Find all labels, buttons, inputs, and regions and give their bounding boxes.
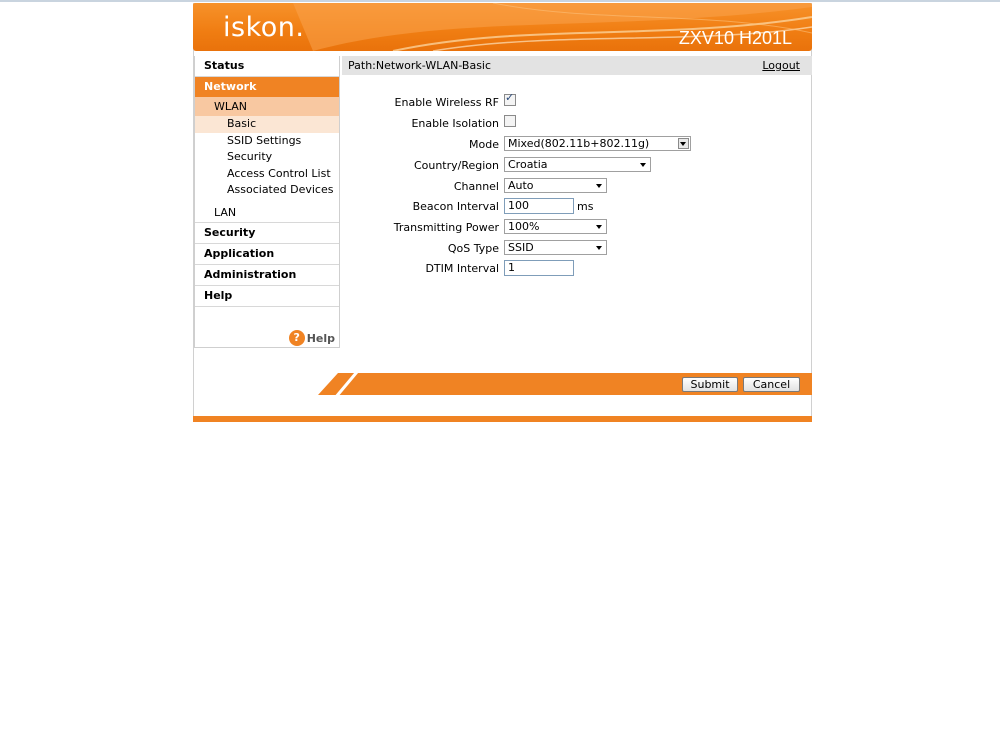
row-beacon-interval <box>342 198 812 216</box>
beacon-interval-label: Beacon Interval <box>412 200 499 213</box>
device-model: ZXV10 H201L <box>678 28 792 48</box>
transmitting-power-value: 100% <box>508 220 540 233</box>
sidebar-item-associated-devices[interactable]: Associated Devices <box>227 183 334 196</box>
mode-label: Mode <box>469 138 499 151</box>
sidebar-item-security[interactable]: Security <box>195 223 339 244</box>
row-channel <box>342 178 812 196</box>
row-country-region <box>342 157 812 175</box>
row-enable-isolation <box>342 115 812 133</box>
transmitting-power-select[interactable] <box>504 219 607 234</box>
mode-select[interactable] <box>504 136 691 151</box>
mode-dropdown-button[interactable] <box>678 138 689 149</box>
button-bar <box>318 373 812 396</box>
chevron-down-icon <box>596 246 602 250</box>
sidebar-item-application[interactable]: Application <box>195 244 339 265</box>
channel-value: Auto <box>508 179 534 192</box>
path-bar <box>342 56 812 75</box>
sidebar-item-basic[interactable]: Basic <box>195 116 339 133</box>
beacon-interval-input[interactable]: 100 <box>504 198 574 214</box>
chevron-down-icon <box>596 184 602 188</box>
enable-wireless-rf-checkbox[interactable] <box>504 91 516 106</box>
row-transmitting-power <box>342 219 812 237</box>
sidebar-item-ssid-settings[interactable]: SSID Settings <box>227 133 302 147</box>
dtim-interval-label: DTIM Interval <box>425 262 499 275</box>
footer-strip <box>193 416 812 422</box>
row-qos-type <box>342 240 812 258</box>
sidebar-item-access-control-list[interactable]: Access Control List <box>227 166 331 180</box>
cancel-button[interactable]: Cancel <box>743 377 800 392</box>
channel-select[interactable] <box>504 178 607 193</box>
row-dtim-interval <box>342 260 812 278</box>
qos-type-label: QoS Type <box>447 242 499 255</box>
enable-wireless-rf-label: Enable Wireless RF <box>394 96 499 109</box>
sidebar-item-wlan-security[interactable]: Security <box>227 150 273 163</box>
logout-link[interactable]: Logout <box>762 59 800 72</box>
sidebar-item-status[interactable]: Status <box>195 56 339 77</box>
enable-isolation-label: Enable Isolation <box>411 117 499 130</box>
sidebar-item-help[interactable]: Help <box>195 286 339 307</box>
qos-type-select[interactable] <box>504 240 607 255</box>
header-banner <box>193 3 812 51</box>
sidebar-item-administration[interactable]: Administration <box>195 265 339 286</box>
qos-type-value: SSID <box>508 241 534 254</box>
chevron-down-icon <box>596 225 602 229</box>
breadcrumb: Path:Network-WLAN-Basic <box>348 59 492 72</box>
submit-button[interactable]: Submit <box>682 377 738 392</box>
enable-isolation-checkbox[interactable] <box>504 115 516 127</box>
help-link-label: Help <box>306 331 335 345</box>
sidebar-item-lan[interactable]: LAN <box>195 203 339 223</box>
browser-top-line <box>0 0 1000 2</box>
mode-select-value: Mixed(802.11b+802.11g) <box>508 137 650 150</box>
help-link[interactable] <box>289 330 335 346</box>
chevron-down-icon <box>680 142 686 146</box>
sidebar-item-wlan[interactable]: WLAN <box>195 97 339 116</box>
channel-label: Channel <box>453 180 499 193</box>
country-region-label: Country/Region <box>413 159 499 172</box>
chevron-down-icon <box>640 163 646 167</box>
checkmark-icon: ✓ <box>505 91 515 104</box>
beacon-interval-unit: ms <box>577 200 594 213</box>
sidebar-item-network[interactable]: Network <box>195 77 339 97</box>
sidebar <box>194 56 340 348</box>
country-region-value: Croatia <box>508 158 548 171</box>
help-circle-icon: ? <box>289 330 305 346</box>
country-region-select[interactable] <box>504 157 651 172</box>
row-mode <box>342 136 812 154</box>
row-enable-wireless-rf <box>342 91 812 112</box>
transmitting-power-label: Transmitting Power <box>393 221 499 234</box>
iskon-logo: iskon. <box>223 12 305 43</box>
dtim-interval-input[interactable]: 1 <box>504 260 574 276</box>
